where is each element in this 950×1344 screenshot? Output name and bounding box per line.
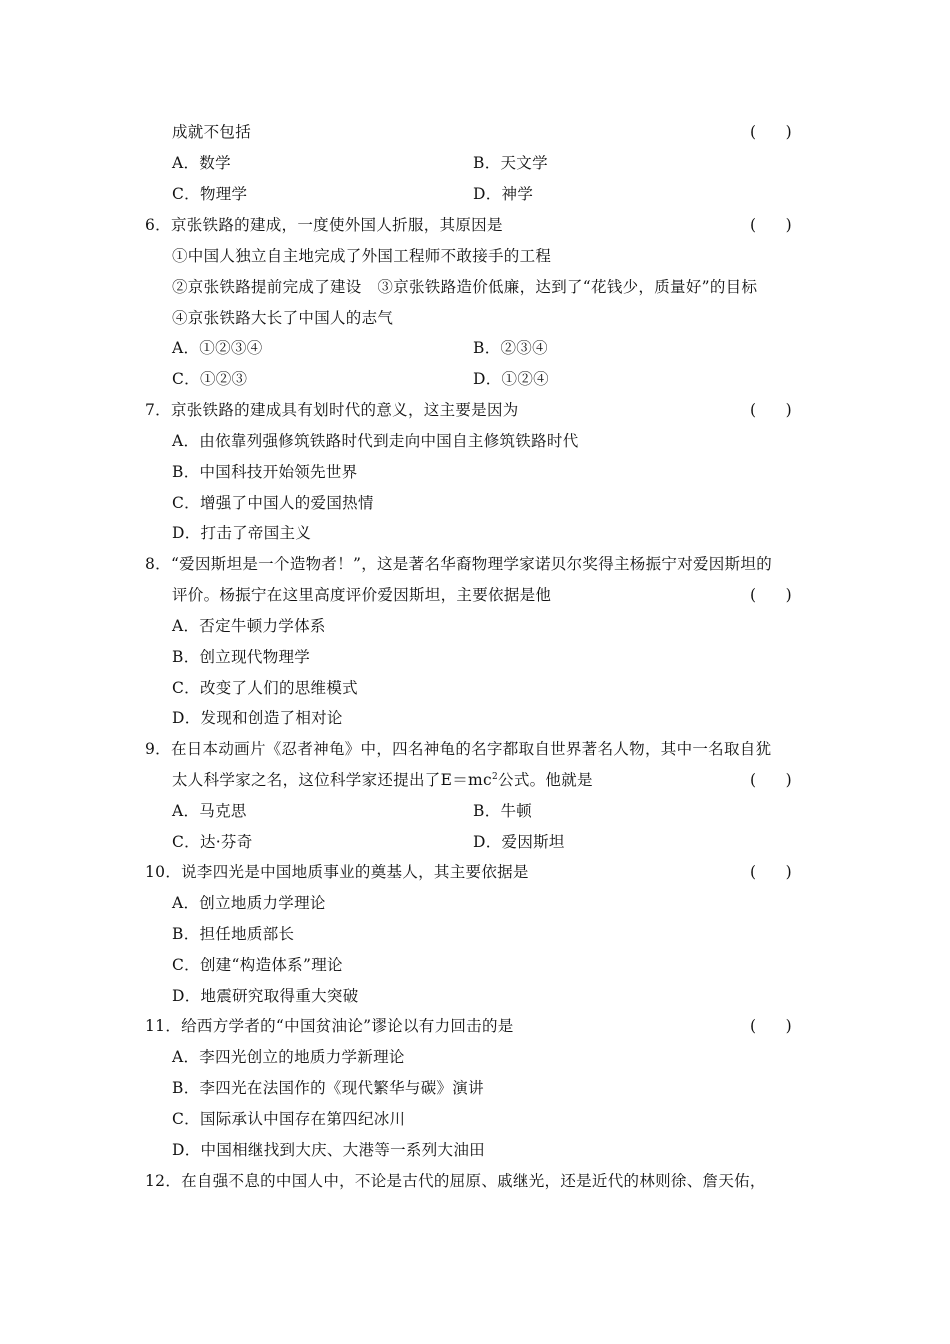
superscript-two: 2 [492, 771, 499, 782]
q11-option-a: A．李四光创立的地质力学新理论 [172, 1048, 405, 1066]
q9-stem-line2 [172, 765, 593, 796]
q7-stem: 7．京张铁路的建成具有划时代的意义，这主要是因为 [145, 401, 519, 419]
q11-option-b: B．李四光在法国作的《现代繁华与碳》演讲 [172, 1079, 484, 1097]
q9-option-b: B．牛顿 [473, 802, 533, 820]
q9-option-a: A．马克思 [172, 802, 247, 820]
q10-stem: 10．说李四光是中国地质事业的奠基人，其主要依据是 [145, 863, 529, 881]
answer-bracket: ( ) [750, 1017, 792, 1035]
q5-stem: 成就不包括 [172, 123, 252, 141]
q6-option-a: A．①②③④ [172, 339, 263, 357]
q6-stem: 6．京张铁路的建成，一度使外国人折服，其原因是 [145, 216, 503, 234]
q9-option-c: C．达·芬奇 [172, 833, 253, 851]
q8-option-c: C．改变了人们的思维模式 [172, 679, 358, 697]
q10-option-c: C．创建“构造体系”理论 [172, 956, 343, 974]
q7-option-d: D．打击了帝国主义 [172, 524, 312, 542]
q8-stem-line2: 评价。杨振宁在这里高度评价爱因斯坦，主要依据是他 [172, 586, 552, 604]
q6-option-b: B．②③④ [473, 339, 548, 357]
q6-option-d: D．①②④ [473, 370, 549, 388]
q6-item-2-3: ②京张铁路提前完成了建设 ③京张铁路造价低廉，达到了“花钱少，质量好”的目标 [172, 278, 758, 296]
q8-option-a: A．否定牛顿力学体系 [172, 617, 326, 635]
answer-bracket: ( ) [750, 216, 792, 234]
q6-option-c: C．①②③ [172, 370, 248, 388]
q9-stem-line1: 9．在日本动画片《忍者神龟》中，四名神龟的名字都取自世界著名人物，其中一名取自犹 [145, 740, 772, 758]
q9-option-d: D．爱因斯坦 [473, 833, 565, 851]
q9-stem-text: 太人科学家之名，这位科学家还提出了E＝mc [172, 771, 492, 789]
q11-option-c: C．国际承认中国存在第四纪冰川 [172, 1110, 406, 1128]
q5-option-c: C．物理学 [172, 185, 248, 203]
q8-option-d: D．发现和创造了相对论 [172, 709, 343, 727]
answer-bracket: ( ) [750, 123, 792, 141]
answer-bracket: ( ) [750, 586, 792, 604]
q5-option-d: D．神学 [473, 185, 534, 203]
q7-option-a: A．由依靠列强修筑铁路时代到走向中国自主修筑铁路时代 [172, 432, 579, 450]
q11-stem: 11．给西方学者的“中国贫油论”谬论以有力回击的是 [145, 1017, 514, 1035]
answer-bracket: ( ) [750, 771, 792, 789]
q8-stem-line1: 8．“爱因斯坦是一个造物者！”，这是著名华裔物理学家诺贝尔奖得主杨振宁对爱因斯坦的 [145, 555, 773, 573]
q6-item-1: ①中国人独立自主地完成了外国工程师不敢接手的工程 [172, 247, 552, 265]
q6-item-4: ④京张铁路大长了中国人的志气 [172, 309, 394, 327]
q10-option-b: B．担任地质部长 [172, 925, 295, 943]
q5-option-b: B．天文学 [473, 154, 548, 172]
q12-stem: 12．在自强不息的中国人中，不论是古代的屈原、戚继光，还是近代的林则徐、詹天佑， [145, 1172, 766, 1190]
q8-option-b: B．创立现代物理学 [172, 648, 311, 666]
answer-bracket: ( ) [750, 863, 792, 881]
q10-option-d: D．地震研究取得重大突破 [172, 987, 359, 1005]
q11-option-d: D．中国相继找到大庆、大港等一系列大油田 [172, 1141, 485, 1159]
q7-option-c: C．增强了中国人的爱国热情 [172, 494, 374, 512]
q10-option-a: A．创立地质力学理论 [172, 894, 326, 912]
q5-option-a: A．数学 [172, 154, 231, 172]
q7-option-b: B．中国科技开始领先世界 [172, 463, 358, 481]
q9-stem-text-end: 公式。他就是 [498, 771, 593, 789]
answer-bracket: ( ) [750, 401, 792, 419]
